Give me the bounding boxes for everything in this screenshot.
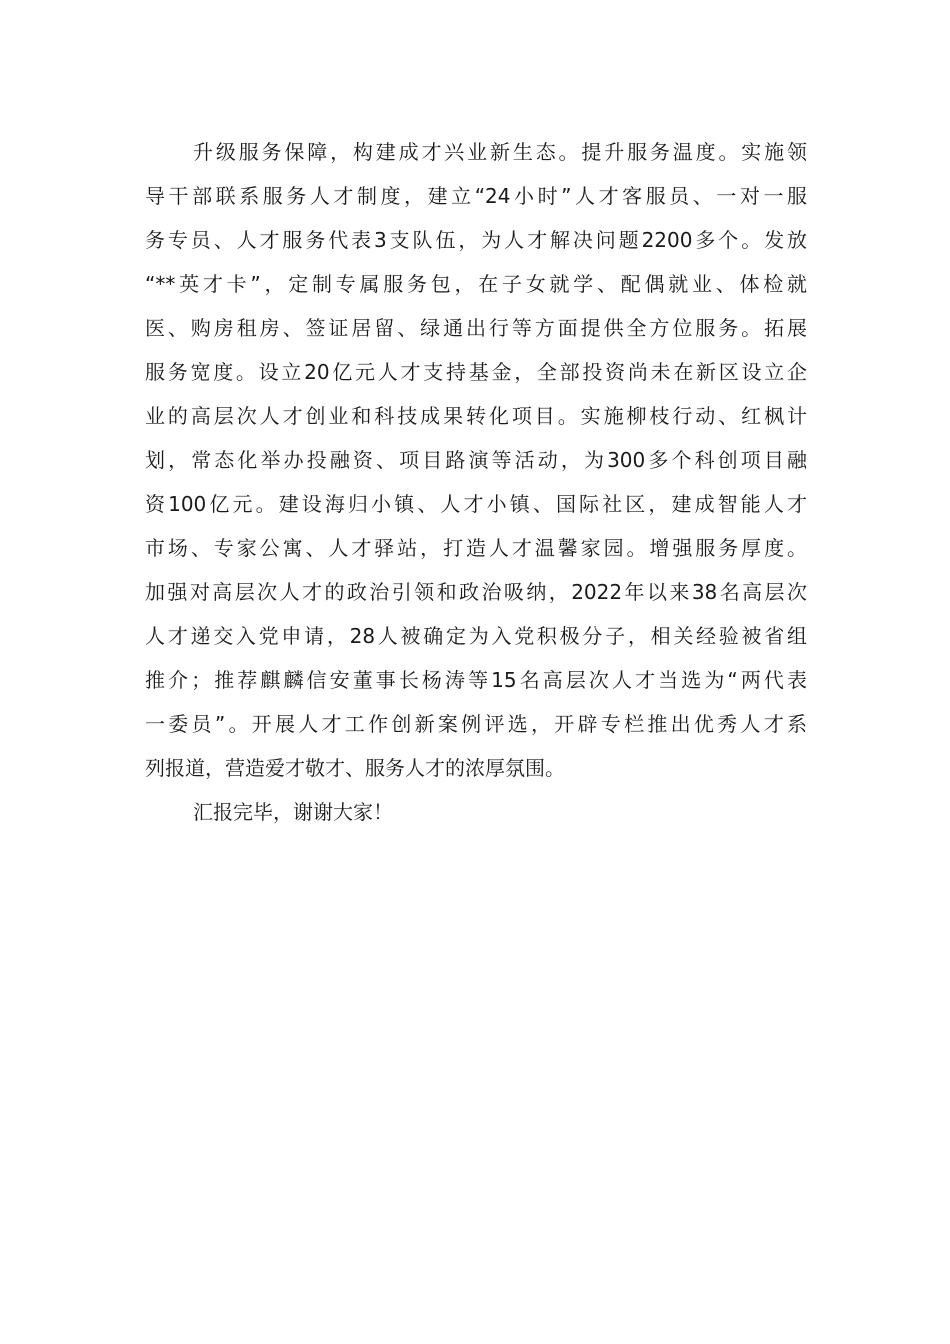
paragraph-line: 人才递交入党申请，28人被确定为入党积极分子，相关经验被省组 [145,624,807,648]
closing-line: 汇报完毕，谢谢大家！ [193,800,393,824]
paragraph-line: 务专员、人才服务代表3支队伍，为人才解决问题2200多个。发放 [145,228,807,252]
document-body [145,130,807,834]
paragraph-line: 一委员”。开展人才工作创新案例评选，开辟专栏推出优秀人才系 [145,712,807,736]
paragraph-line: 推介；推荐麒麟信安董事长杨涛等15名高层次人才当选为“两代表 [145,668,807,692]
closing-paragraph [145,790,807,834]
paragraph-line: 医、购房租房、签证居留、绿通出行等方面提供全方位服务。拓展 [145,316,807,340]
paragraph-line: 市场、专家公寓、人才驿站，打造人才温馨家园。增强服务厚度。 [145,536,807,560]
paragraph-line: 升级服务保障，构建成才兴业新生态。提升服务温度。实施领 [193,140,807,164]
paragraph-line: “**英才卡”，定制专属服务包，在子女就学、配偶就业、体检就 [145,272,807,296]
paragraph-line: 服务宽度。设立20亿元人才支持基金，全部投资尚未在新区设立企 [145,360,807,384]
paragraph-line: 列报道，营造爱才敬才、服务人才的浓厚氛围。 [145,756,565,780]
paragraph-line: 划，常态化举办投融资、项目路演等活动，为300多个科创项目融 [145,448,807,472]
paragraph-line: 加强对高层次人才的政治引领和政治吸纳，2022年以来38名高层次 [145,580,807,604]
paragraph-line: 业的高层次人才创业和科技成果转化项目。实施柳枝行动、红枫计 [145,404,807,428]
service-paragraph [145,130,807,790]
paragraph-line: 导干部联系服务人才制度，建立“24小时”人才客服员、一对一服 [145,184,807,208]
paragraph-line: 资100亿元。建设海归小镇、人才小镇、国际社区，建成智能人才 [145,492,807,516]
